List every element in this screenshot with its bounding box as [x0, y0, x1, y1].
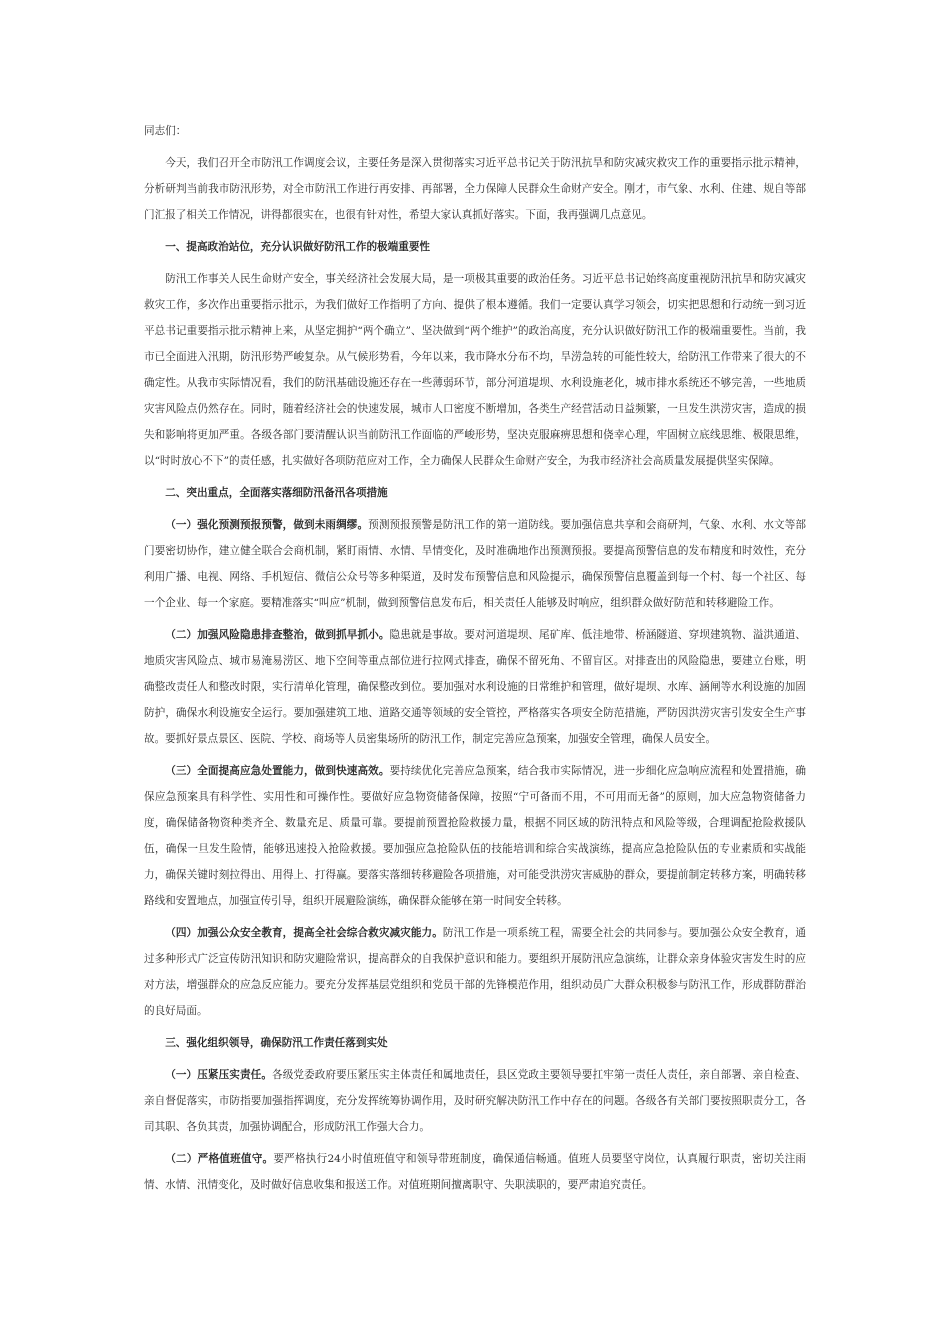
paragraph-lead: （二）加强风险隐患排查整治，做到抓早抓小。 — [165, 629, 390, 641]
paragraph-text: 要持续优化完善应急预案，结合我市实际情况，进一步细化应急响应流程和处置措施，确保应急预案具有科学性、实用性和可操作性。要做好应急物资储备保障，按照“宁可备而不用，不可用而无备”的原则，加大应急物资储备力度，确保储备物资种类齐全、数量充足、质量可靠。要提前预置抢险救援力量，根据不同区域的防汛特点和风险等级，合理调配抢险救援队伍，确保一旦发生险情，能够迅速投入抢险救援。要加强应急抢险队伍的技能培训和综合实战演练，提高应急抢险队伍的专业素质和实战能力，确保关键时刻拉得出、用得上、打得赢。要落实落细转移避险各项措施，对可能受洪涝灾害威胁的群众，要提前制定转移方案，明确转移路线和安置地点，加强宣传引导，组织开展避险演练，确保群众能够在第一时间安全转移。 — [144, 765, 807, 907]
paragraph-lead: （一）压紧压实责任。 — [165, 1069, 273, 1081]
paragraph-lead: （四）加强公众安全教育，提高全社会综合救灾减灾能力。 — [165, 927, 443, 939]
section-paragraph — [144, 758, 806, 914]
section-paragraph — [144, 622, 806, 752]
paragraph-text: 预测预报预警是防汛工作的第一道防线。要加强信息共享和会商研判，气象、水利、水文等部门要密切协作，建立健全联合会商机制，紧盯雨情、水情、旱情变化，及时准确地作出预测预报。要提高预警信息的发布精度和时效性，充分利用广播、电视、网络、手机短信、微信公众号等多种渠道，及时发布预警信息和风险提示，确保预警信息覆盖到每一个村、每一个社区、每一个企业、每一个家庭。要精准落实“叫应”机制，做到预警信息发布后，相关责任人能够及时响应，组织群众做好防范和转移避险工作。 — [144, 519, 806, 609]
paragraph-text: 要严格执行24小时值班值守和领导带班制度，确保通信畅通。值班人员要坚守岗位，认真履行职责，密切关注雨情、水情、汛情变化，及时做好信息收集和报送工作。对值班期间擅离职守、失职渎职的，要严肃追究责任。 — [144, 1153, 807, 1191]
section-heading: 二、突出重点，全面落实落细防汛备汛各项措施 — [165, 487, 388, 499]
document-body — [144, 118, 806, 1198]
paragraph-text: 隐患就是事故。要对河道堤坝、尾矿库、低洼地带、桥涵隧道、穿坝建筑物、溢洪通道、地质灾害风险点、城市易淹易涝区、地下空间等重点部位进行拉网式排查，确保不留死角、不留盲区。对排查出的风险隐患，要建立台账，明确整改责任人和整改时限，实行清单化管理，确保整改到位。要加强对水利设施的日常维护和管理，做好堤坝、水库、涵闸等水利设施的加固防护，确保水利设施安全运行。要加强建筑工地、道路交通等领域的安全管控，严格落实各项安全防范措施，严防因洪涝灾害引发安全生产事故。要抓好景点景区、医院、学校、商场等人员密集场所的防汛工作，制定完善应急预案，加强安全管理，确保人员安全。 — [144, 629, 807, 745]
paragraph-lead: （一）强化预测预报预警，做到未雨绸缪。 — [165, 519, 369, 531]
paragraph-lead: （三）全面提高应急处置能力，做到快速高效。 — [165, 765, 390, 777]
section-paragraph — [144, 1146, 806, 1198]
section-paragraph — [144, 920, 806, 1024]
section-heading: 一、提高政治站位，充分认识做好防汛工作的极端重要性 — [165, 241, 431, 253]
section-paragraph — [144, 1062, 806, 1140]
section-heading: 三、强化组织领导，确保防汛工作责任落到实处 — [165, 1037, 388, 1049]
section-paragraph — [144, 512, 806, 616]
paragraph-text: 防汛工作事关人民生命财产安全，事关经济社会发展大局，是一项极其重要的政治任务。习近平总书记始终高度重视防汛抗旱和防灾减灾救灾工作，多次作出重要指示批示，为我们做好工作指明了方向、提供了根本遵循。我们一定要认真学习领会，切实把思想和行动统一到习近平总书记重要指示批示精神上来，从坚定拥护“两个确立”、坚决做到“两个维护”的政治高度，充分认识做好防汛工作的极端重要性。当前，我市已全面进入汛期，防汛形势严峻复杂。从气候形势看，今年以来，我市降水分布不均，旱涝急转的可能性较大，给防汛工作带来了很大的不确定性。从我市实际情况看，我们的防汛基础设施还存在一些薄弱环节，部分河道堤坝、水利设施老化，城市排水系统还不够完善，一些地质灾害风险点仍然存在。同时，随着经济社会的快速发展，城市人口密度不断增加，各类生产经营活动日益频繁，一旦发生洪涝灾害，造成的损失和影响将更加严重。各级各部门要清醒认识当前防汛工作面临的严峻形势，坚决克服麻痹思想和侥幸心理，牢固树立底线思维、极限思维，以“时时放心不下”的责任感，扎实做好各项防范应对工作，全力确保人民群众生命财产安全，为我市经济社会高质量发展提供坚实保障。 — [144, 273, 806, 467]
greeting: 同志们： — [144, 125, 187, 137]
section-paragraph — [144, 266, 806, 474]
intro-paragraph: 今天，我们召开全市防汛工作调度会议，主要任务是深入贯彻落实习近平总书记关于防汛抗旱和防灾减灾救灾工作的重要指示批示精神，分析研判当前我市防汛形势，对全市防汛工作进行再安排、再部署，全力保障人民群众生命财产安全。刚才，市气象、水利、住建、规自等部门汇报了相关工作情况，讲得都很实在，也很有针对性，希望大家认真抓好落实。下面，我再强调几点意见。 — [144, 157, 806, 221]
paragraph-text: 各级党委政府要压紧压实主体责任和属地责任，县区党政主要领导要扛牢第一责任人责任，亲自部署、亲自检查、亲自督促落实，市防指要加强指挥调度，充分发挥统筹协调作用，及时研究解决防汛工作中存在的问题。各级各有关部门要按照职责分工，各司其职、各负其责，加强协调配合，形成防汛工作强大合力。 — [144, 1069, 807, 1133]
paragraph-text: 防汛工作是一项系统工程，需要全社会的共同参与。要加强公众安全教育，通过多种形式广泛宣传防汛知识和防灾避险常识，提高群众的自我保护意识和能力。要组织开展防汛应急演练，让群众亲身体验灾害发生时的应对方法，增强群众的应急反应能力。要充分发挥基层党组织和党员干部的先锋模范作用，组织动员广大群众积极参与防汛工作，形成群防群治的良好局面。 — [144, 927, 807, 1017]
paragraph-lead: （二）严格值班值守。 — [165, 1153, 274, 1165]
